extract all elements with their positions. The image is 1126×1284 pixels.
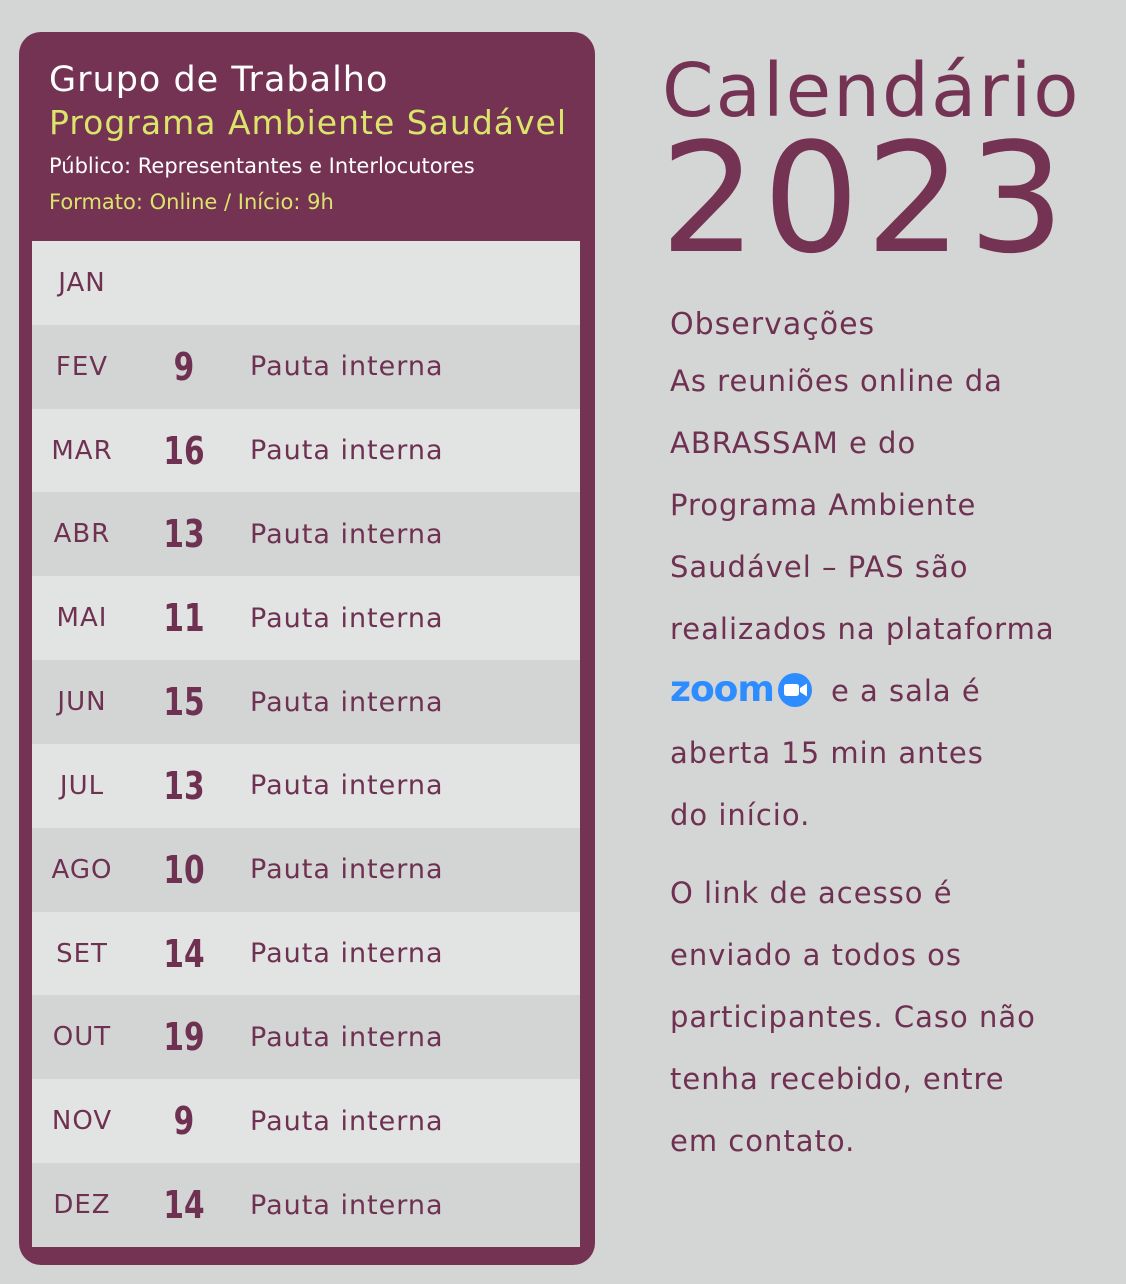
calendar-title: Calendário (662, 48, 1081, 134)
paragraph-gap (670, 846, 1110, 862)
meeting-note: Pauta interna (250, 938, 444, 970)
meeting-note: Pauta interna (250, 351, 444, 383)
month-label: SET (56, 938, 108, 969)
schedule-row-jul (32, 744, 580, 828)
schedule-row-jan (32, 241, 580, 325)
zoom-logo (670, 669, 813, 710)
audience-text: Público: Representantes e Interlocutores (49, 154, 475, 178)
meeting-day: 14 (163, 1183, 205, 1228)
month-label: NOV (51, 1106, 113, 1137)
schedule-row-abr (32, 492, 580, 576)
notes-line: realizados na plataforma (670, 612, 1055, 646)
meeting-day: 9 (173, 1099, 195, 1144)
month-label: ABR (53, 519, 111, 550)
month-label: FEV (55, 351, 109, 382)
month-label: MAI (56, 603, 108, 634)
notes-line-zoom (670, 660, 1110, 722)
zoom-logo-wordmark: zoom (670, 669, 774, 710)
notes-paragraph-1 (670, 350, 1110, 846)
notes-line: enviado a todos os (670, 938, 963, 972)
meeting-note: Pauta interna (250, 1189, 444, 1221)
notes-line: do início. (670, 798, 811, 832)
meeting-note: Pauta interna (250, 686, 444, 718)
meeting-note: Pauta interna (250, 602, 444, 634)
notes-line: em contato. (670, 1124, 856, 1158)
meeting-note: Pauta interna (250, 770, 444, 802)
group-title: Grupo de Trabalho (49, 60, 389, 100)
month-label: DEZ (53, 1190, 111, 1221)
notes-line: ABRASSAM e do (670, 426, 917, 460)
notes-heading: Observações (670, 307, 876, 342)
notes-section (670, 300, 1110, 1172)
meeting-day: 16 (163, 428, 205, 473)
meeting-day: 15 (163, 680, 205, 725)
schedule-row-mai (32, 576, 580, 660)
notes-paragraph-2 (670, 862, 1110, 1172)
notes-line: O link de acesso é (670, 876, 953, 910)
schedule-row-out (32, 995, 580, 1079)
format-text: Formato: Online / Início: 9h (49, 190, 334, 214)
meeting-day: 11 (163, 596, 205, 641)
notes-line: Programa Ambiente (670, 488, 977, 522)
video-camera-icon (777, 672, 813, 708)
month-label: OUT (52, 1022, 112, 1053)
schedule-row-fev (32, 325, 580, 409)
card-header (49, 60, 585, 220)
notes-line: tenha recebido, entre (670, 1062, 1005, 1096)
schedule-row-mar (32, 409, 580, 493)
meeting-day: 13 (163, 763, 205, 808)
month-label: AGO (51, 854, 113, 885)
schedule-row-ago (32, 828, 580, 912)
month-label: JUN (57, 687, 107, 718)
schedule-row-jun (32, 660, 580, 744)
meeting-day: 9 (173, 344, 195, 389)
schedule-row-dez (32, 1163, 580, 1247)
month-label: JUL (59, 770, 105, 801)
schedule-row-nov (32, 1079, 580, 1163)
month-label: MAR (51, 435, 113, 466)
schedule-row-set (32, 912, 580, 996)
program-name: Programa Ambiente Saudável (49, 103, 567, 142)
notes-line: Saudável – PAS são (670, 550, 969, 584)
calendar-year: 2023 (660, 110, 1071, 287)
meeting-day: 13 (163, 512, 205, 557)
schedule-table (32, 241, 580, 1247)
notes-line: As reuniões online da (670, 364, 1003, 398)
meeting-note: Pauta interna (250, 854, 444, 886)
meeting-note: Pauta interna (250, 1105, 444, 1137)
zoom-line-text: e a sala é (830, 674, 981, 708)
meeting-day: 19 (163, 1015, 205, 1060)
month-label: JAN (58, 267, 106, 298)
meeting-note: Pauta interna (250, 435, 444, 467)
notes-line: aberta 15 min antes (670, 736, 984, 770)
meeting-day: 14 (163, 931, 205, 976)
meeting-day: 10 (163, 847, 205, 892)
calendar-card (19, 32, 595, 1265)
notes-line: participantes. Caso não (670, 1000, 1036, 1034)
meeting-note: Pauta interna (250, 1021, 444, 1053)
meeting-note: Pauta interna (250, 518, 444, 550)
